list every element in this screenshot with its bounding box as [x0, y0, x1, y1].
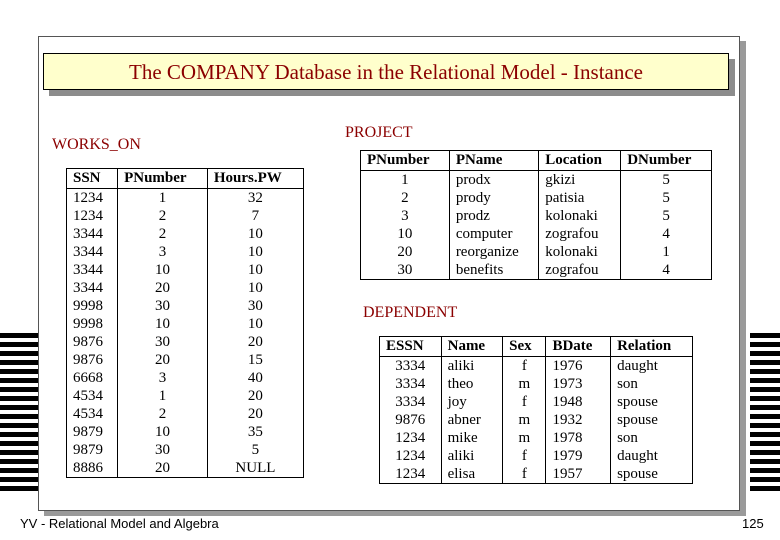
table-row [380, 357, 693, 376]
table-cell: elisa [441, 465, 503, 484]
table-cell: son [611, 429, 693, 447]
table-cell: 30 [118, 441, 208, 459]
table-cell: f [503, 357, 546, 376]
table-cell: f [503, 393, 546, 411]
table-cell: 20 [207, 333, 303, 351]
column-header: Location [539, 151, 621, 171]
table-cell: prodx [449, 171, 538, 190]
table-cell: 9876 [73, 334, 103, 350]
table-cell: 10 [207, 279, 303, 297]
table-cell: prodz [449, 207, 538, 225]
table-cell: gkizi [539, 171, 621, 190]
table-cell: 1 [118, 189, 208, 208]
table-cell: 1234 [395, 448, 426, 464]
dependent-label: DEPENDENT [363, 304, 458, 321]
table-cell: 4534 [73, 388, 103, 404]
table-cell: 3344 [73, 226, 103, 242]
table-row [67, 333, 304, 351]
decorative-stripes-right [750, 333, 780, 493]
table-row [67, 387, 304, 405]
table-cell: aliki [441, 447, 503, 465]
table-cell: 10 [118, 261, 208, 279]
table-row [361, 243, 712, 261]
table-cell: 20 [118, 459, 208, 478]
table-cell: 2 [401, 190, 409, 206]
table-cell: 3344 [73, 244, 103, 260]
table-cell: f [503, 447, 546, 465]
table-cell: spouse [611, 465, 693, 484]
table-cell: 10 [207, 225, 303, 243]
table-cell: joy [441, 393, 503, 411]
table-row [67, 423, 304, 441]
column-header: PNumber [361, 151, 450, 171]
table-cell: 1957 [546, 465, 611, 484]
column-header: Sex [503, 337, 546, 357]
table-cell: zografou [539, 225, 621, 243]
table-cell: 30 [118, 297, 208, 315]
table-cell: 4 [621, 261, 712, 280]
table-cell: 1978 [546, 429, 611, 447]
table-row [361, 261, 712, 280]
table-cell: 1234 [73, 208, 103, 224]
table-cell: abner [441, 411, 503, 429]
table-header-row [67, 169, 304, 189]
table-cell: 1973 [546, 375, 611, 393]
table-cell: 7 [207, 207, 303, 225]
table-cell: 1 [401, 172, 409, 188]
table-cell: 3 [118, 369, 208, 387]
table-cell: 2 [118, 207, 208, 225]
table-cell: 10 [118, 423, 208, 441]
table-cell: 3334 [395, 394, 426, 410]
table-row [67, 315, 304, 333]
table-cell: 5 [621, 189, 712, 207]
column-header: ESSN [380, 337, 442, 357]
table-row [380, 411, 693, 429]
table-cell: prody [449, 189, 538, 207]
table-cell: kolonaki [539, 207, 621, 225]
table-row [380, 375, 693, 393]
table-cell: 1234 [395, 466, 426, 482]
table-cell: daught [611, 357, 693, 376]
table-cell: m [503, 411, 546, 429]
table-cell: 5 [621, 171, 712, 190]
table-cell: 3 [118, 243, 208, 261]
table-cell: benefits [449, 261, 538, 280]
dependent-table [379, 336, 693, 484]
table-cell: 5 [207, 441, 303, 459]
table-cell: 32 [207, 189, 303, 208]
table-cell: 30 [397, 262, 413, 278]
table-cell: theo [441, 375, 503, 393]
table-cell: daught [611, 447, 693, 465]
table-row [380, 429, 693, 447]
table-row [361, 189, 712, 207]
table-row [380, 447, 693, 465]
column-header: BDate [546, 337, 611, 357]
table-row [67, 297, 304, 315]
footer-course-title: YV - Relational Model and Algebra [20, 516, 219, 531]
column-header: SSN [67, 169, 118, 189]
table-cell: 5 [621, 207, 712, 225]
table-row [67, 441, 304, 459]
table-cell: 1 [621, 243, 712, 261]
table-cell: kolonaki [539, 243, 621, 261]
table-cell: 3344 [73, 280, 103, 296]
table-cell: 15 [207, 351, 303, 369]
works-on-table [66, 168, 304, 478]
table-cell: 20 [118, 279, 208, 297]
table-header-row [361, 151, 712, 171]
table-row [67, 189, 304, 208]
project-table [360, 150, 712, 280]
table-cell: 30 [207, 297, 303, 315]
table-cell: 1234 [395, 430, 426, 446]
table-cell: 1234 [73, 190, 103, 206]
table-row [67, 369, 304, 387]
table-cell: reorganize [449, 243, 538, 261]
table-cell: 20 [118, 351, 208, 369]
table-cell: 10 [207, 243, 303, 261]
table-cell: 1 [118, 387, 208, 405]
table-cell: spouse [611, 411, 693, 429]
column-header: Hours.PW [207, 169, 303, 189]
table-cell: 4 [621, 225, 712, 243]
table-cell: 1976 [546, 357, 611, 376]
table-cell: son [611, 375, 693, 393]
table-cell: computer [449, 225, 538, 243]
table-cell: 20 [397, 244, 413, 260]
table-cell: 9879 [73, 442, 103, 458]
table-row [67, 207, 304, 225]
table-cell: 1979 [546, 447, 611, 465]
table-cell: 2 [118, 225, 208, 243]
table-cell: aliki [441, 357, 503, 376]
table-cell: 3 [401, 208, 409, 224]
table-cell: m [503, 375, 546, 393]
table-cell: 10 [397, 226, 413, 242]
column-header: Relation [611, 337, 693, 357]
column-header: PName [449, 151, 538, 171]
table-header-row [380, 337, 693, 357]
table-row [361, 171, 712, 190]
works-on-label: WORKS_ON [52, 136, 141, 153]
table-row [380, 465, 693, 484]
table-cell: 9879 [73, 424, 103, 440]
table-cell: m [503, 429, 546, 447]
table-row [67, 261, 304, 279]
table-row [67, 459, 304, 478]
table-cell: zografou [539, 261, 621, 280]
table-cell: 10 [207, 315, 303, 333]
table-cell: mike [441, 429, 503, 447]
table-cell: f [503, 465, 546, 484]
table-cell: 8886 [73, 460, 103, 476]
table-cell: 20 [207, 405, 303, 423]
table-cell: 9998 [73, 316, 103, 332]
table-cell: 35 [207, 423, 303, 441]
table-cell: 3344 [73, 262, 103, 278]
table-cell: 20 [207, 387, 303, 405]
column-header: DNumber [621, 151, 712, 171]
decorative-stripes-left [0, 333, 40, 493]
table-cell: 1932 [546, 411, 611, 429]
table-row [380, 393, 693, 411]
table-cell: 40 [207, 369, 303, 387]
page-number: 125 [742, 516, 764, 531]
table-row [361, 207, 712, 225]
column-header: PNumber [118, 169, 208, 189]
table-row [67, 351, 304, 369]
table-row [361, 225, 712, 243]
table-cell: 30 [118, 333, 208, 351]
table-cell: 10 [207, 261, 303, 279]
table-cell: patisia [539, 189, 621, 207]
table-cell: 3334 [395, 376, 426, 392]
table-cell: spouse [611, 393, 693, 411]
table-cell: 2 [118, 405, 208, 423]
table-cell: 6668 [73, 370, 103, 386]
table-cell: 9876 [73, 352, 103, 368]
project-label: PROJECT [345, 124, 413, 141]
table-cell: 9876 [395, 412, 426, 428]
table-row [67, 243, 304, 261]
table-cell: NULL [207, 459, 303, 478]
table-cell: 1948 [546, 393, 611, 411]
table-row [67, 225, 304, 243]
table-cell: 4534 [73, 406, 103, 422]
table-cell: 10 [118, 315, 208, 333]
table-cell: 9998 [73, 298, 103, 314]
column-header: Name [441, 337, 503, 357]
slide-title: The COMPANY Database in the Relational Model - Instance [43, 53, 729, 90]
table-cell: 3334 [395, 358, 426, 374]
table-row [67, 279, 304, 297]
table-row [67, 405, 304, 423]
